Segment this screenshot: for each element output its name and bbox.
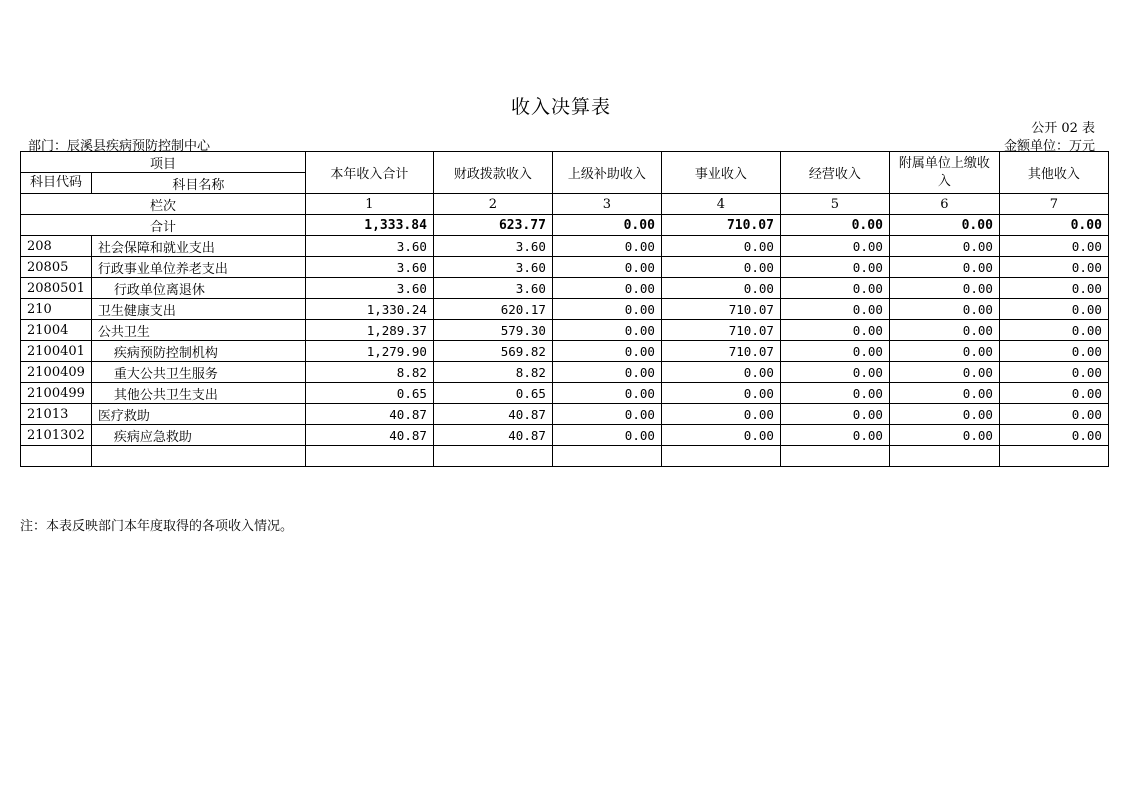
amount-cell-col-3: 0.00 xyxy=(552,299,661,320)
amount-cell-col-3: 0.00 xyxy=(552,362,661,383)
header-row-item xyxy=(21,152,1109,173)
column-number-7: 7 xyxy=(999,194,1108,215)
form-number: 公开 02 表 xyxy=(1031,121,1095,136)
amount-cell-col-1: 40.87 xyxy=(305,425,433,446)
amount-cell-col-6: 0.00 xyxy=(889,278,999,299)
header-code: 科目代码 xyxy=(21,173,92,194)
amount-cell-col-2: 40.87 xyxy=(433,425,552,446)
amount-cell-col-3: 0.00 xyxy=(552,425,661,446)
total-value-2: 623.77 xyxy=(433,215,552,236)
amount-cell-col-7: 0.00 xyxy=(999,341,1108,362)
amount-cell-col-2: 3.60 xyxy=(433,278,552,299)
header-col-7: 其他收入 xyxy=(999,152,1108,194)
total-value-4: 710.07 xyxy=(661,215,780,236)
table-row xyxy=(21,425,1109,446)
total-value-6: 0.00 xyxy=(889,215,999,236)
table-row xyxy=(21,362,1109,383)
amount-cell-col-2: 569.82 xyxy=(433,341,552,362)
amount-cell-col-2: 579.30 xyxy=(433,320,552,341)
amount-cell-col-6: 0.00 xyxy=(889,362,999,383)
table-row xyxy=(21,299,1109,320)
subject-name: 疾病预防控制机构 xyxy=(91,341,305,362)
total-row xyxy=(21,215,1109,236)
amount-cell-col-5: 0.00 xyxy=(780,257,889,278)
income-final-accounts-table xyxy=(20,151,1109,467)
amount-cell-col-1: 0.65 xyxy=(305,383,433,404)
amount-cell-col-2: 620.17 xyxy=(433,299,552,320)
amount-cell-col-4: 710.07 xyxy=(661,341,780,362)
subject-name: 其他公共卫生支出 xyxy=(91,383,305,404)
amount-cell-col-2: 8.82 xyxy=(433,362,552,383)
empty-cell xyxy=(305,446,433,467)
amount-cell-col-5: 0.00 xyxy=(780,425,889,446)
amount-cell-col-4: 0.00 xyxy=(661,425,780,446)
subject-code: 210 xyxy=(21,299,92,320)
amount-cell-col-6: 0.00 xyxy=(889,341,999,362)
header-col-6: 附属单位上缴收入 xyxy=(889,152,999,194)
table-row xyxy=(21,383,1109,404)
amount-cell-col-5: 0.00 xyxy=(780,404,889,425)
table-row xyxy=(21,236,1109,257)
amount-cell-col-4: 0.00 xyxy=(661,278,780,299)
amount-cell-col-2: 0.65 xyxy=(433,383,552,404)
table-row xyxy=(21,278,1109,299)
total-value-1: 1,333.84 xyxy=(305,215,433,236)
table-row xyxy=(21,404,1109,425)
amount-cell-col-3: 0.00 xyxy=(552,383,661,404)
amount-cell-col-5: 0.00 xyxy=(780,278,889,299)
amount-cell-col-6: 0.00 xyxy=(889,257,999,278)
amount-cell-col-6: 0.00 xyxy=(889,404,999,425)
amount-cell-col-5: 0.00 xyxy=(780,299,889,320)
subject-code: 2080501 xyxy=(21,278,92,299)
amount-cell-col-1: 3.60 xyxy=(305,257,433,278)
amount-cell-col-7: 0.00 xyxy=(999,320,1108,341)
footnote: 注：本表反映部门本年度取得的各项收入情况。 xyxy=(20,519,294,534)
amount-cell-col-7: 0.00 xyxy=(999,362,1108,383)
subject-name: 医疗救助 xyxy=(91,404,305,425)
amount-cell-col-7: 0.00 xyxy=(999,425,1108,446)
empty-cell xyxy=(21,446,92,467)
total-value-3: 0.00 xyxy=(552,215,661,236)
subject-code: 208 xyxy=(21,236,92,257)
subject-name: 行政事业单位养老支出 xyxy=(91,257,305,278)
amount-cell-col-5: 0.00 xyxy=(780,236,889,257)
amount-cell-col-3: 0.00 xyxy=(552,236,661,257)
amount-cell-col-4: 0.00 xyxy=(661,383,780,404)
amount-cell-col-1: 3.60 xyxy=(305,236,433,257)
subject-name: 卫生健康支出 xyxy=(91,299,305,320)
amount-cell-col-4: 0.00 xyxy=(661,404,780,425)
empty-cell xyxy=(661,446,780,467)
empty-cell xyxy=(433,446,552,467)
amount-cell-col-7: 0.00 xyxy=(999,383,1108,404)
column-number-3: 3 xyxy=(552,194,661,215)
amount-cell-col-4: 0.00 xyxy=(661,362,780,383)
amount-cell-col-4: 710.07 xyxy=(661,299,780,320)
subject-code: 2100499 xyxy=(21,383,92,404)
amount-cell-col-6: 0.00 xyxy=(889,425,999,446)
amount-cell-col-1: 3.60 xyxy=(305,278,433,299)
column-number-6: 6 xyxy=(889,194,999,215)
empty-cell xyxy=(552,446,661,467)
amount-cell-col-4: 710.07 xyxy=(661,320,780,341)
amount-cell-col-1: 1,279.90 xyxy=(305,341,433,362)
column-number-row xyxy=(21,194,1109,215)
amount-cell-col-3: 0.00 xyxy=(552,257,661,278)
empty-cell xyxy=(999,446,1108,467)
subject-code: 2101302 xyxy=(21,425,92,446)
column-number-2: 2 xyxy=(433,194,552,215)
table-row xyxy=(21,257,1109,278)
amount-cell-col-5: 0.00 xyxy=(780,341,889,362)
subject-name: 行政单位离退休 xyxy=(91,278,305,299)
amount-cell-col-2: 40.87 xyxy=(433,404,552,425)
column-number-5: 5 xyxy=(780,194,889,215)
column-number-label: 栏次 xyxy=(21,194,306,215)
amount-cell-col-3: 0.00 xyxy=(552,320,661,341)
amount-cell-col-3: 0.00 xyxy=(552,404,661,425)
amount-cell-col-5: 0.00 xyxy=(780,362,889,383)
column-number-4: 4 xyxy=(661,194,780,215)
table-row xyxy=(21,320,1109,341)
amount-cell-col-6: 0.00 xyxy=(889,320,999,341)
subject-code: 21013 xyxy=(21,404,92,425)
subject-name: 重大公共卫生服务 xyxy=(91,362,305,383)
empty-row xyxy=(21,446,1109,467)
amount-cell-col-4: 0.00 xyxy=(661,236,780,257)
amount-cell-col-3: 0.00 xyxy=(552,278,661,299)
table-row xyxy=(21,341,1109,362)
subject-name: 疾病应急救助 xyxy=(91,425,305,446)
amount-cell-col-2: 3.60 xyxy=(433,236,552,257)
amount-cell-col-7: 0.00 xyxy=(999,299,1108,320)
header-name: 科目名称 xyxy=(91,173,305,194)
header-item: 项目 xyxy=(21,152,306,173)
amount-cell-col-2: 3.60 xyxy=(433,257,552,278)
empty-cell xyxy=(889,446,999,467)
subject-code: 20805 xyxy=(21,257,92,278)
subject-code: 21004 xyxy=(21,320,92,341)
total-label: 合计 xyxy=(21,215,306,236)
amount-cell-col-1: 1,289.37 xyxy=(305,320,433,341)
column-number-1: 1 xyxy=(305,194,433,215)
subject-code: 2100409 xyxy=(21,362,92,383)
amount-cell-col-7: 0.00 xyxy=(999,236,1108,257)
amount-cell-col-7: 0.00 xyxy=(999,257,1108,278)
subject-code: 2100401 xyxy=(21,341,92,362)
total-value-5: 0.00 xyxy=(780,215,889,236)
total-value-7: 0.00 xyxy=(999,215,1108,236)
amount-cell-col-1: 1,330.24 xyxy=(305,299,433,320)
header-col-3: 上级补助收入 xyxy=(552,152,661,194)
report-title: 收入决算表 xyxy=(510,96,611,118)
amount-cell-col-6: 0.00 xyxy=(889,236,999,257)
empty-cell xyxy=(780,446,889,467)
amount-cell-col-4: 0.00 xyxy=(661,257,780,278)
department-label: 部门：辰溪县疾病预防控制中心 xyxy=(28,139,211,154)
header-col-4: 事业收入 xyxy=(661,152,780,194)
amount-cell-col-3: 0.00 xyxy=(552,341,661,362)
header-col-5: 经营收入 xyxy=(780,152,889,194)
amount-unit-label: 金额单位：万元 xyxy=(1003,139,1095,154)
amount-cell-col-5: 0.00 xyxy=(780,383,889,404)
amount-cell-col-5: 0.00 xyxy=(780,320,889,341)
amount-cell-col-1: 40.87 xyxy=(305,404,433,425)
amount-cell-col-6: 0.00 xyxy=(889,299,999,320)
amount-cell-col-1: 8.82 xyxy=(305,362,433,383)
subject-name: 公共卫生 xyxy=(91,320,305,341)
header-col-2: 财政拨款收入 xyxy=(433,152,552,194)
header-col-1: 本年收入合计 xyxy=(305,152,433,194)
amount-cell-col-6: 0.00 xyxy=(889,383,999,404)
subject-name: 社会保障和就业支出 xyxy=(91,236,305,257)
empty-cell xyxy=(91,446,305,467)
amount-cell-col-7: 0.00 xyxy=(999,404,1108,425)
amount-cell-col-7: 0.00 xyxy=(999,278,1108,299)
